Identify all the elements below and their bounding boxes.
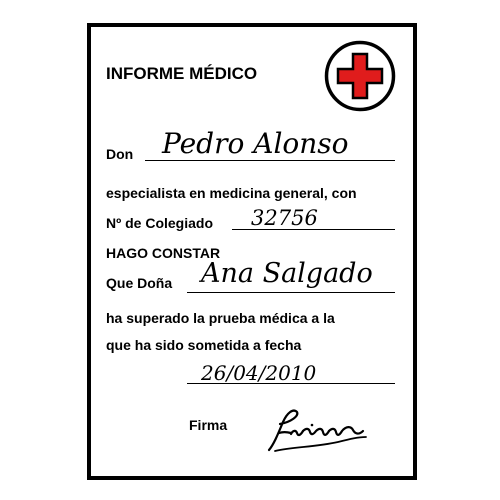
- medical-cross-icon: [324, 40, 396, 112]
- doctor-signature: [262, 403, 370, 459]
- result-text-line-2: que ha sido sometida a fecha: [106, 337, 302, 353]
- patient-name-line: [187, 292, 395, 293]
- patient-prefix-label: Que Doña: [106, 275, 173, 291]
- report-date: 26/04/2010: [201, 361, 317, 385]
- license-number: 32756: [251, 206, 318, 230]
- license-label: Nº de Colegiado: [106, 215, 214, 231]
- signature-label: Firma: [189, 417, 228, 433]
- doctor-name-line: [145, 160, 395, 161]
- specialty-text: especialista en medicina general, con: [106, 185, 357, 201]
- declaration-text: HAGO CONSTAR: [106, 245, 221, 261]
- report-title: INFORME MÉDICO: [106, 64, 258, 83]
- patient-name: Ana Salgado: [201, 258, 373, 289]
- doctor-name: Pedro Alonso: [162, 127, 349, 160]
- doctor-prefix-label: Don: [106, 146, 134, 162]
- result-text-line-1: ha superado la prueba médica a la: [106, 310, 335, 326]
